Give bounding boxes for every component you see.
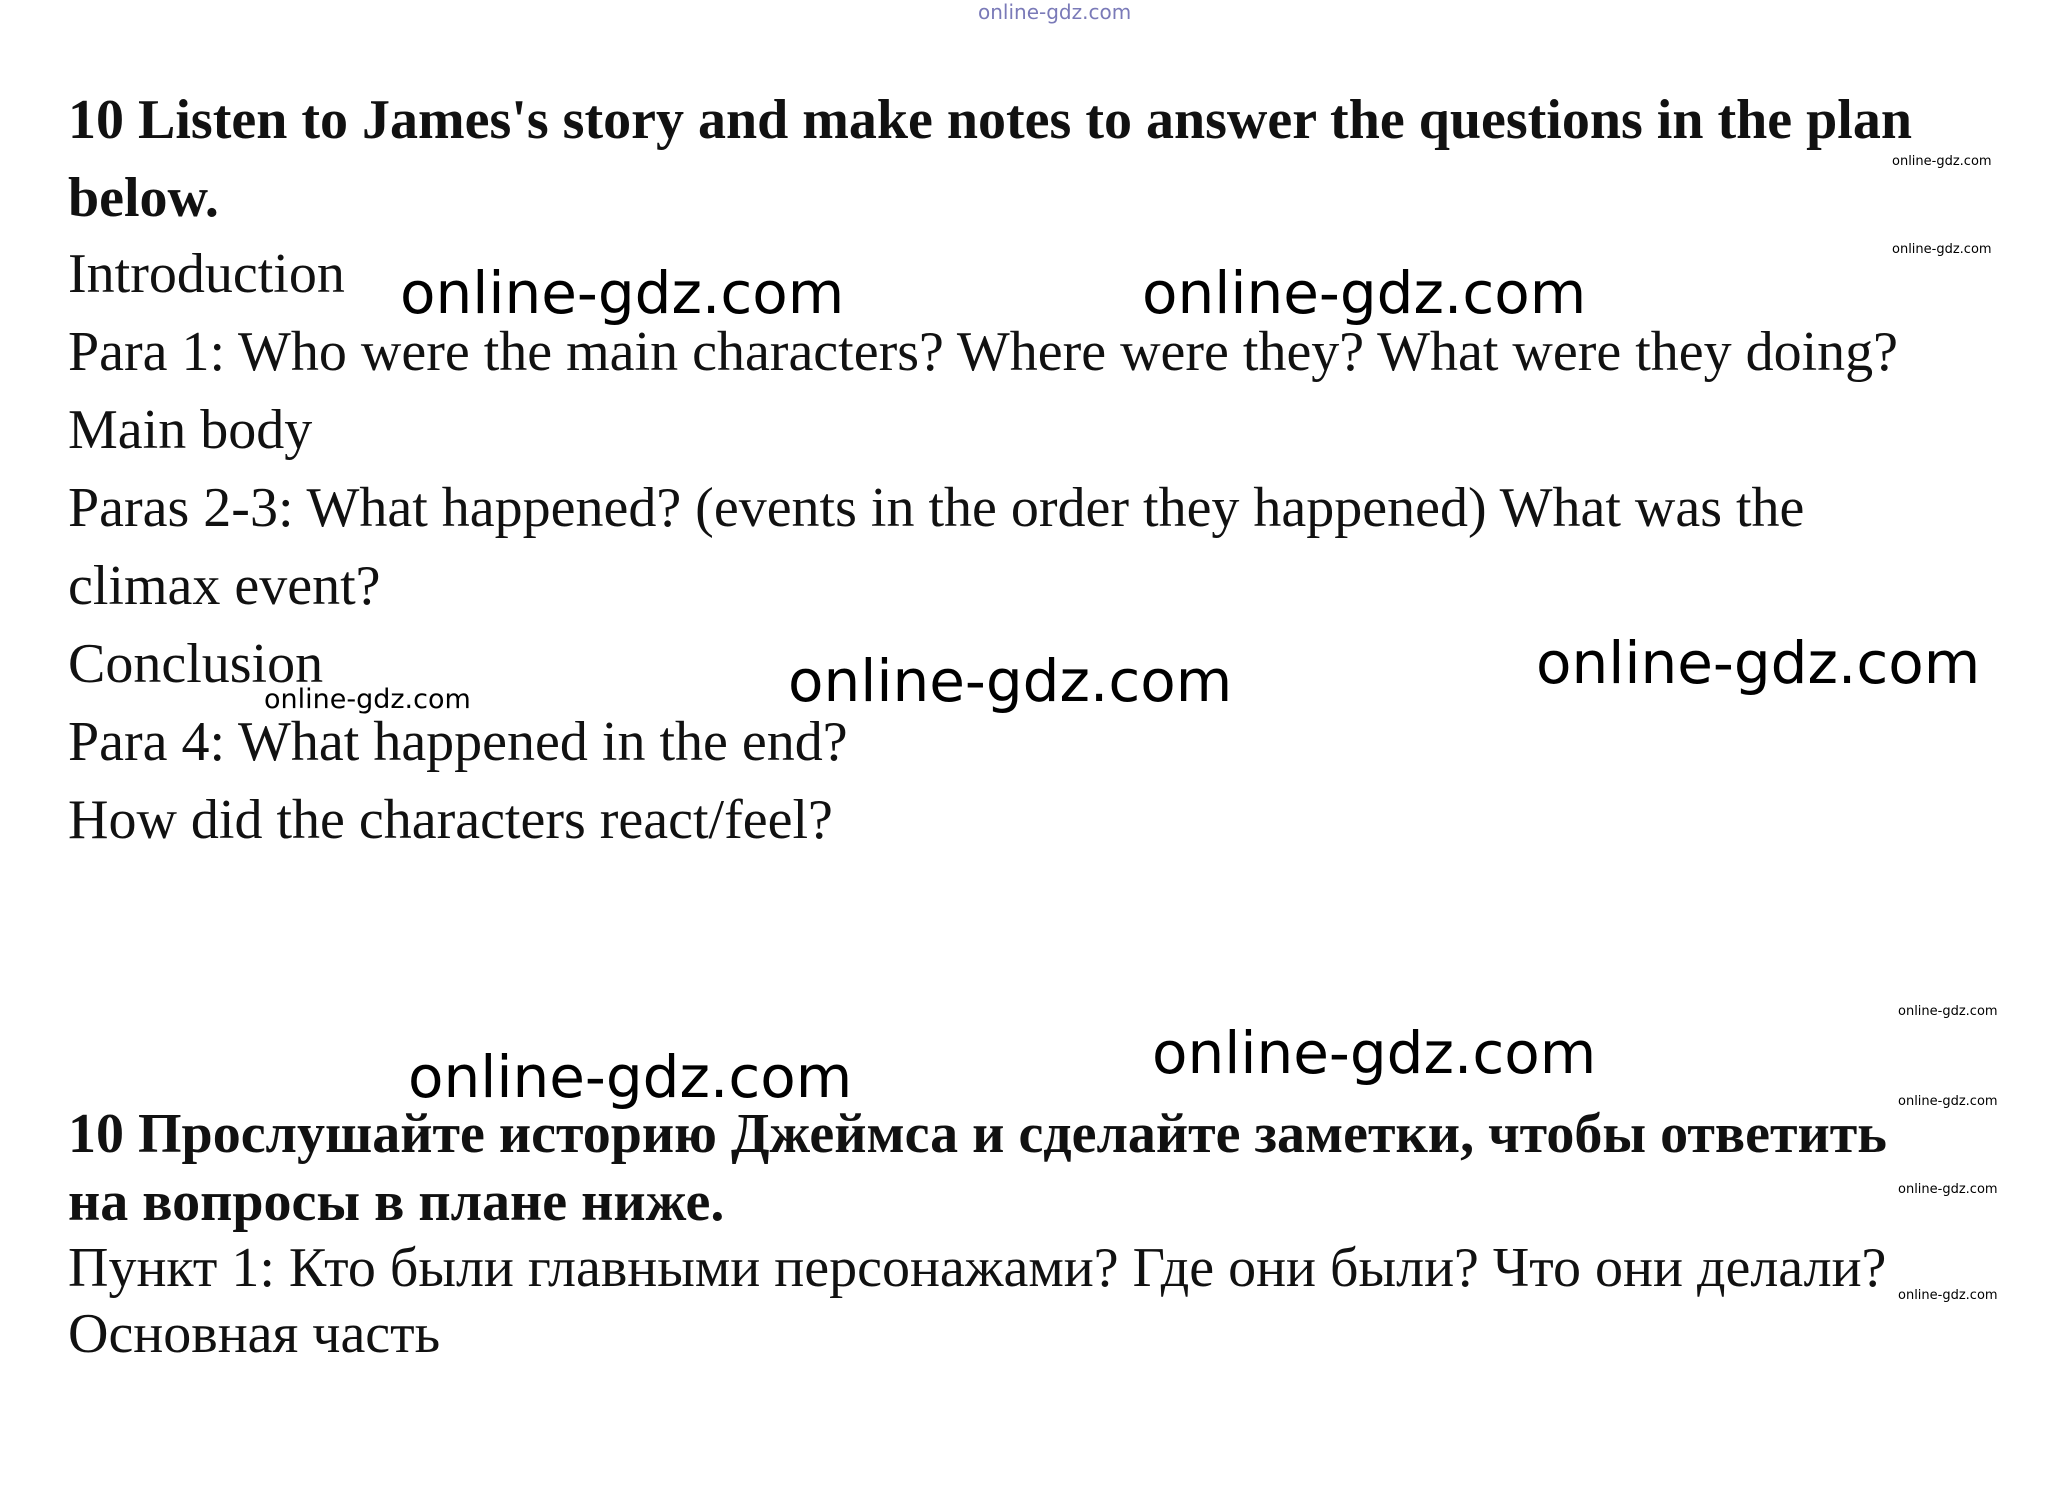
watermark-small: online-gdz.com [1892, 154, 1992, 169]
para-4-question: Para 4: What happened in the end? [68, 711, 848, 773]
watermark-small: online-gdz.com [1898, 1004, 1998, 1019]
section-conclusion: Conclusion [68, 633, 324, 695]
paras-2-3-question: Paras 2-3: What happened? (events in the order they happened) What was the [68, 477, 1805, 539]
section-main-body: Main body [68, 399, 313, 461]
section-introduction: Introduction [68, 243, 345, 305]
watermark-small: online-gdz.com [1898, 1094, 1998, 1109]
para-4-question-cont: How did the characters react/feel? [68, 789, 833, 851]
watermark-small: online-gdz.com [1898, 1288, 1998, 1303]
russian-heading-line-1: 10 Прослушайте историю Джеймса и сделайте заметки, чтобы ответить [68, 1103, 1887, 1165]
watermark-large: online-gdz.com [408, 1043, 853, 1111]
watermark-small: online-gdz.com [1898, 1182, 1998, 1197]
russian-section-main-body: Основная часть [68, 1303, 441, 1365]
watermark-large: online-gdz.com [1536, 629, 1981, 697]
watermark-medium: online-gdz.com [264, 684, 471, 715]
watermark-large: online-gdz.com [788, 647, 1233, 715]
paras-2-3-question-cont: climax event? [68, 555, 381, 617]
watermark-large: online-gdz.com [400, 259, 845, 327]
english-heading-line-2: below. [68, 167, 219, 229]
watermark-large: online-gdz.com [1142, 259, 1587, 327]
para-1-question: Para 1: Who were the main characters? Where were they? What were they doing? [68, 321, 1899, 383]
watermark-large: online-gdz.com [1152, 1019, 1597, 1087]
english-heading-line-1: 10 Listen to James's story and make notes to answer the questions in the plan [68, 89, 1912, 151]
russian-para-1-question: Пункт 1: Кто были главными персонажами? Где они были? Что они делали? [68, 1237, 1887, 1299]
watermark-top: online-gdz.com [978, 0, 1132, 24]
russian-heading-line-2: на вопросы в плане ниже. [68, 1171, 725, 1233]
watermark-small: online-gdz.com [1892, 242, 1992, 257]
